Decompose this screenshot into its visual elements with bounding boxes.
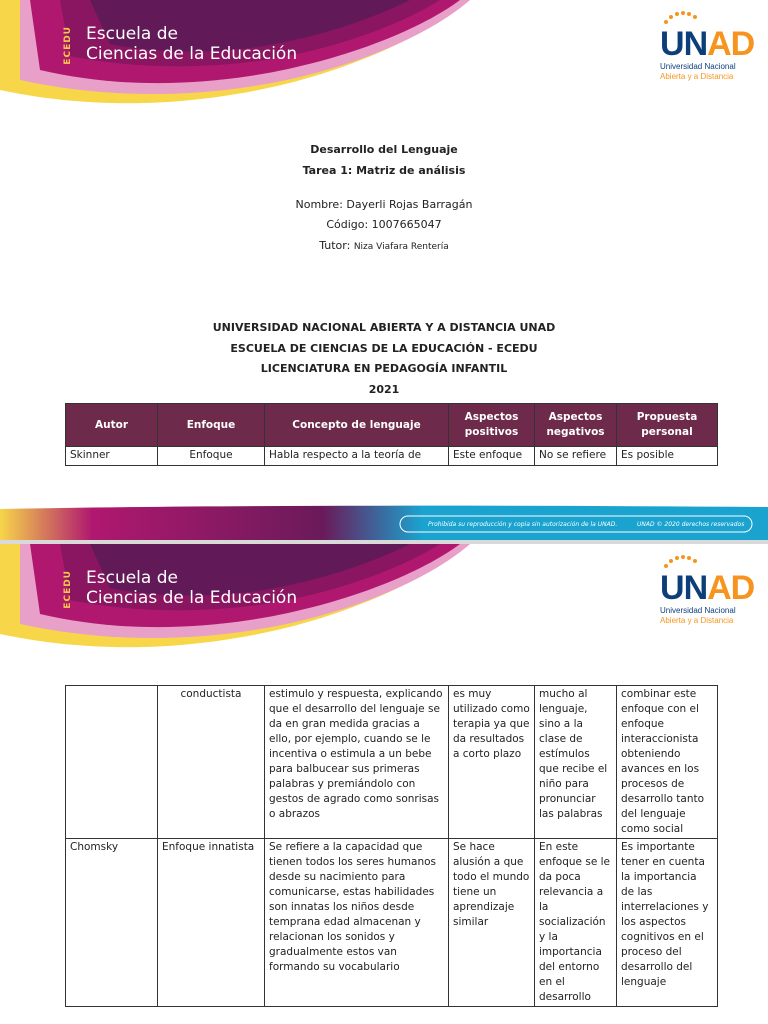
unad-logo: [660, 16, 760, 82]
school-name-line2: Ciencias de la Educación: [86, 588, 298, 608]
institution-year: 2021: [368, 383, 400, 396]
institution-line3: LICENCIATURA EN PEDAGOGÍA INFANTIL: [260, 362, 508, 375]
logo-line2: Abierta y a Distancia: [660, 616, 734, 625]
cell-propuesta: Es posible: [617, 447, 718, 466]
institution-line1: UNIVERSIDAD NACIONAL ABIERTA Y A DISTANCIA UNAD: [212, 321, 556, 334]
logo-line1: Universidad Nacional: [660, 606, 736, 615]
cell-concepto: Se refiere a la capacidad que tienen todos los seres humanos desde su nacimiento para comunicarse, estas habilidades son innatas los niños desde temprana edad almacenan y relacionan los sonidos y gradualmente estos van formando su vocabulario: [265, 839, 449, 1007]
header-enfoque: Enfoque: [158, 404, 265, 447]
logo-letters-ad: AD: [707, 25, 755, 63]
school-name: [86, 24, 297, 64]
cell-positivos: Este enfoque: [449, 447, 535, 466]
table-header-row: [66, 404, 718, 447]
ecedu-side-label: ECEDU: [63, 570, 73, 609]
school-name-line1: Escuela de: [86, 568, 178, 588]
table-row: [66, 839, 718, 1007]
analysis-matrix-table-page2: [65, 685, 718, 1007]
tutor-line: [0, 239, 768, 252]
page-header-banner: [0, 0, 768, 120]
header-autor: Autor: [66, 404, 158, 447]
logo-line1: Universidad Nacional: [660, 62, 736, 71]
header-concepto: Concepto de lenguaje: [265, 404, 449, 447]
ecedu-side-label: ECEDU: [63, 26, 73, 65]
cell-concepto: estimulo y respuesta, explicando que el desarrollo del lenguaje se da en gran medida gracias a ello, por ejemplo, cuando se le incentiva o estimula a un bebe para balbucear sus primeras palabras y premiándolo con gestos de agrado como sonrisas o abrazos: [265, 686, 449, 839]
school-name: [86, 568, 297, 608]
cell-propuesta: combinar este enfoque con el enfoque interaccionista obteniendo avances en los procesos de desarrollo tanto del lenguaje como social: [617, 686, 718, 839]
page-header-banner: [0, 544, 768, 664]
logo-wordmark: [660, 570, 760, 606]
page-footer-banner: [0, 505, 768, 544]
cell-enfoque: Enfoque innatista: [158, 839, 265, 1007]
document-page-2: [0, 544, 768, 1024]
logo-letter-n: N: [683, 25, 708, 63]
cell-negativos: No se refiere: [535, 447, 617, 466]
logo-line2: Abierta y a Distancia: [660, 72, 734, 81]
student-name: Nombre: Dayerli Rojas Barragán: [295, 198, 473, 211]
logo-dots-icon: [662, 10, 702, 26]
header-aspectos-positivos: Aspectos positivos: [449, 404, 535, 447]
logo-wordmark: [660, 26, 760, 62]
school-name-line2: Ciencias de la Educación: [86, 44, 298, 64]
cell-negativos: En este enfoque se le da poca relevancia a la socialización y la importancia del entorno en el desarrollo: [535, 839, 617, 1007]
logo-letter-u: U: [660, 569, 684, 607]
cell-propuesta: Es importante tener en cuenta la importancia de las interrelaciones y los aspectos cognitivos en el proceso del desarrollo del lenguaje: [617, 839, 718, 1007]
cell-positivos: es muy utilizado como terapia ya que da resultados a corto plazo: [449, 686, 535, 839]
tutor-label: Tutor:: [319, 239, 351, 252]
cell-autor: [66, 686, 158, 839]
header-aspectos-negativos: Aspectos negativos: [535, 404, 617, 447]
school-name-line1: Escuela de: [86, 24, 178, 44]
unad-logo: [660, 560, 760, 626]
footer-notice: Prohibida su reproducción y copia sin autorización de la UNAD.: [428, 521, 618, 528]
table-row: [66, 447, 718, 466]
institution-line2: ESCUELA DE CIENCIAS DE LA EDUCACIÓN - ECEDU: [230, 342, 538, 355]
table-row: [66, 686, 718, 839]
tutor-name: Niza Viafara Rentería: [353, 242, 449, 252]
logo-letters-ad: AD: [707, 569, 755, 607]
header-propuesta: Propuesta personal: [617, 404, 718, 447]
logo-letter-n: N: [683, 569, 708, 607]
course-title: Desarrollo del Lenguaje: [310, 143, 458, 156]
cell-concepto: Habla respecto a la teoría de: [265, 447, 449, 466]
student-code: Código: 1007665047: [326, 218, 442, 231]
cell-enfoque: Enfoque: [158, 447, 265, 466]
cell-autor: Skinner: [66, 447, 158, 466]
cell-enfoque: conductista: [158, 686, 265, 839]
logo-letter-u: U: [660, 25, 684, 63]
analysis-matrix-table-page1: [65, 403, 718, 466]
cell-autor: Chomsky: [66, 839, 158, 1007]
cell-positivos: Se hace alusión a que todo el mundo tiene un aprendizaje similar: [449, 839, 535, 1007]
logo-dots-icon: [662, 554, 702, 570]
cell-negativos: mucho al lenguaje, sino a la clase de estímulos que recibe el niño para pronunciar las palabras: [535, 686, 617, 839]
task-title: Tarea 1: Matriz de análisis: [302, 164, 466, 177]
footer-rights: UNAD © 2020 derechos reservados: [637, 521, 745, 528]
